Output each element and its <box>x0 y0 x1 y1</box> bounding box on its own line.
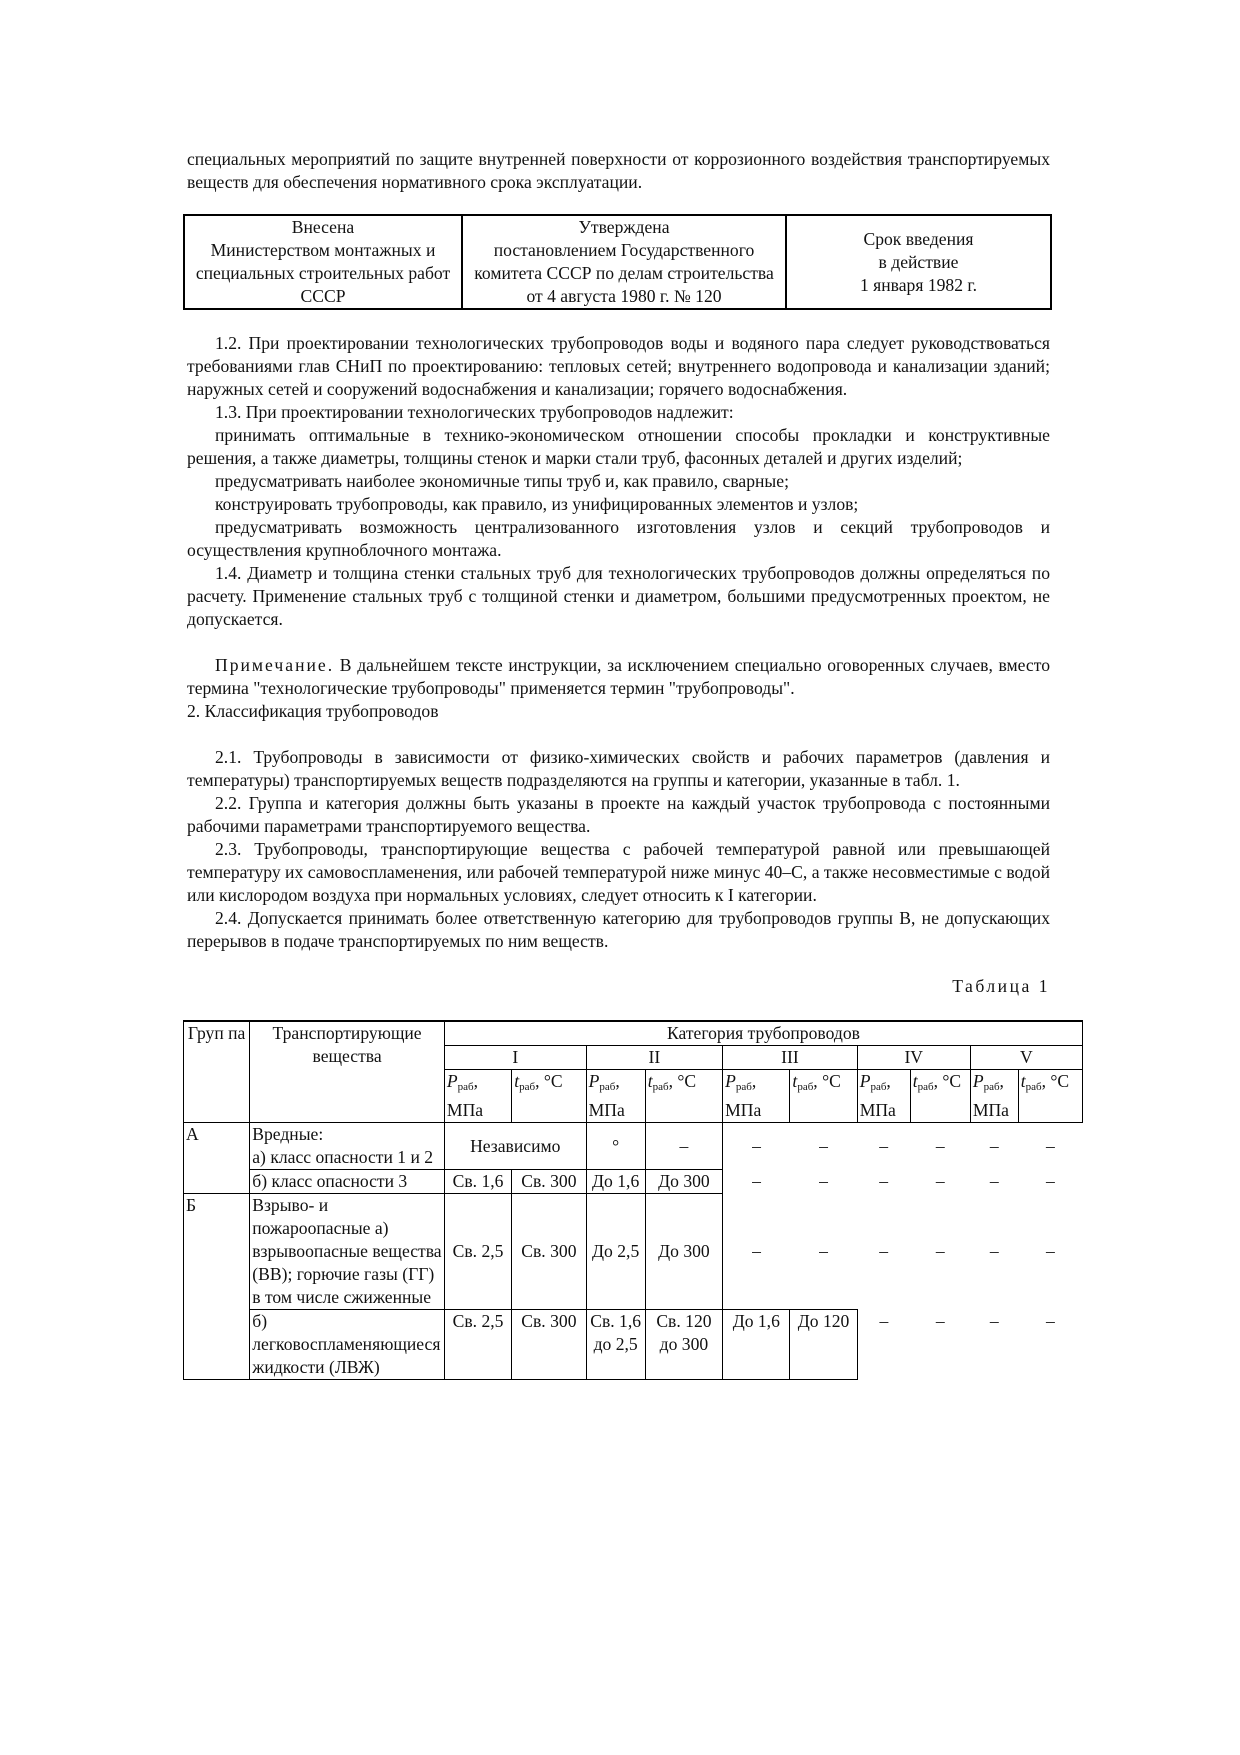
dash-cell: – <box>935 1171 945 1191</box>
dash-cell: – <box>879 1135 889 1156</box>
approval-line: постановлением Государственного <box>493 240 755 260</box>
paragraph-2-2: 2.2. Группа и категория должны быть указаны в проекте на каждый участок трубопровода с постоянными рабочими параметрами транспортируемого вещества. <box>187 793 1050 836</box>
dash-cell: – <box>1045 1171 1055 1191</box>
approval-table <box>183 214 1052 310</box>
dash-cell: – <box>989 1241 999 1261</box>
group-b: Б <box>184 1194 250 1310</box>
approval-line: от 4 августа 1980 г. № 120 <box>526 286 722 306</box>
header-temperature: $t_{раб}$, °С <box>910 1070 970 1123</box>
note-label: Примечание. <box>215 655 335 675</box>
paragraph-2-3: 2.3. Трубопроводы, транспортирующие вещества с рабочей температурой равной или превышающей температуру их самовоспламенения, или рабочей температурой ниже минус 40–С, а также несовместимые с водой или кислородом воздуха при нормальных условиях, следует относить к I категории. <box>187 839 1050 905</box>
header-pressure: $P_{раб}$, МПа <box>970 1070 1018 1123</box>
header-pressure: $P_{раб}$, МПа <box>723 1070 790 1123</box>
approval-line: комитета СССР по делам строительства <box>474 263 774 283</box>
substance-cell <box>250 1123 445 1170</box>
substance-label: Взрыво- и пожароопасные а) взрывоопасные вещества (ВВ); горючие газы (ГГ) в том числе сжиженные <box>250 1194 445 1310</box>
substance-label: а) класс опасности 1 и 2 <box>252 1147 434 1167</box>
dash-cell: – <box>752 1240 761 1261</box>
dash-cell: – <box>935 1241 945 1261</box>
value-cell: До 120 <box>790 1310 857 1380</box>
substance-label: б) класс опасности 3 <box>250 1170 445 1194</box>
paragraph-2-1: 2.1. Трубопроводы в зависимости от физико-химических свойств и рабочих параметров (давления и температуры) транспортируемых веществ подразделяются на группы и категории, указанные в табл. 1. <box>187 747 1050 790</box>
dash-cell: – <box>752 1135 761 1156</box>
value-cell: До 1,6 <box>586 1170 645 1194</box>
header-cat-5: V <box>970 1046 1082 1070</box>
approval-line: 1 января 1982 г. <box>859 274 978 295</box>
dash-cell: – <box>752 1171 761 1191</box>
header-temperature: $t_{раб}$, °С <box>645 1070 722 1123</box>
header-pressure: $P_{раб}$, МПа <box>444 1070 511 1123</box>
dash-cell: – <box>935 1135 945 1156</box>
dash-cell: – <box>879 1171 889 1191</box>
dash-cell: – <box>935 1310 945 1331</box>
approval-line: Срок введения <box>863 228 974 249</box>
dash-cell: – <box>819 1240 828 1261</box>
dash-cell: – <box>1045 1310 1055 1331</box>
header-cat-4: IV <box>857 1046 970 1070</box>
categories-table <box>183 1020 1083 1380</box>
paragraph-1-3-item: принимать оптимальные в технико-экономическом отношении способы прокладки и конструктивные решения, а также диаметры, толщины стенок и марки стали труб, фасонных деталей и других изделий; <box>187 425 1050 468</box>
document-page <box>186 148 1070 1380</box>
approval-line: в действие <box>878 251 959 272</box>
header-cat-1: I <box>444 1046 586 1070</box>
header-temperature: $t_{раб}$, °С <box>790 1070 857 1123</box>
approval-date-cell <box>786 215 1051 309</box>
value-cell: Св. 300 <box>512 1170 586 1194</box>
header-cat-3: III <box>723 1046 858 1070</box>
intro-paragraph: специальных мероприятий по защите внутренней поверхности от коррозионного воздействия транспортируемых веществ для обеспечения нормативного срока эксплуатации. <box>187 149 1050 192</box>
section-heading: 2. Классификация трубопроводов <box>187 701 439 721</box>
dash-cell: – <box>1045 1135 1055 1156</box>
value-cell: Св. 2,5 <box>444 1194 511 1310</box>
header-temperature: $t_{раб}$, °С <box>1018 1070 1082 1123</box>
approval-submitted-cell <box>184 215 462 309</box>
header-category: Категория трубопроводов <box>444 1021 1082 1046</box>
approval-line: специальных строительных работ <box>195 263 451 283</box>
approval-line: СССР <box>300 286 346 306</box>
header-pressure: $P_{раб}$, МПа <box>857 1070 910 1123</box>
dash-cell: – <box>879 1310 889 1331</box>
substance-label: б) легковоспламеняющиеся жидкости (ЛВЖ) <box>250 1310 445 1380</box>
note-text: В дальнейшем тексте инструкции, за исключением специально оговоренных случаев, вместо термина "технологические трубопроводы" применяется термин "трубопроводы". <box>187 655 1050 698</box>
table-caption: Таблица 1 <box>952 976 1050 996</box>
dash-cell: – <box>645 1123 722 1170</box>
substance-heading: Вредные: <box>252 1124 324 1144</box>
value-cell: Независимо <box>444 1123 586 1170</box>
header-temperature: $t_{раб}$, °С <box>512 1070 586 1123</box>
paragraph-2-4: 2.4. Допускается принимать более ответственную категорию для трубопроводов группы В, не допускающих перерывов в подаче транспортируемых по ним веществ. <box>187 908 1050 951</box>
value-cell: Св. 1,6 <box>444 1170 511 1194</box>
paragraph-1-3-item: предусматривать возможность централизованного изготовления узлов и секций трубопроводов и осуществления крупноблочного монтажа. <box>187 517 1050 560</box>
dash-cell: – <box>819 1171 828 1191</box>
dash-cell: – <box>989 1310 999 1331</box>
value-cell: До 1,6 <box>723 1310 790 1380</box>
dash-cell: – <box>1045 1241 1055 1261</box>
header-cat-2: II <box>586 1046 723 1070</box>
value-cell: Св. 1,6 до 2,5 <box>586 1310 645 1380</box>
value-cell: До 300 <box>645 1194 722 1310</box>
group-a: А <box>184 1123 250 1170</box>
group-a-cont <box>184 1170 250 1194</box>
dash-cell: – <box>989 1135 999 1156</box>
value-cell: Св. 2,5 <box>444 1310 511 1380</box>
approval-approved-cell <box>462 215 786 309</box>
header-group: Груп па <box>184 1021 250 1123</box>
value-cell: Св. 120 до 300 <box>645 1310 722 1380</box>
note-paragraph <box>187 654 1050 700</box>
header-substances: Транспортирующие вещества <box>250 1021 445 1123</box>
value-cell: До 2,5 <box>586 1194 645 1310</box>
dash-cell: – <box>819 1135 828 1156</box>
paragraph-1-3: 1.3. При проектировании технологических трубопроводов надлежит: <box>215 402 734 422</box>
approval-line: Утверждена <box>578 217 670 237</box>
header-pressure: $P_{раб}$, МПа <box>586 1070 645 1123</box>
approval-line: Министерством монтажных и <box>210 240 436 260</box>
value-cell: Св. 300 <box>512 1194 586 1310</box>
paragraph-1-4: 1.4. Диаметр и толщина стенки стальных труб для технологических трубопроводов должны определяться по расчету. Применение стальных труб с толщиной стенки и диаметром, большими предусмотренных проектом, не допускается. <box>187 563 1050 629</box>
paragraph-1-3-item: предусматривать наиболее экономичные типы труб и, как правило, сварные; <box>215 471 789 491</box>
value-cell: До 300 <box>645 1170 722 1194</box>
dash-cell: – <box>879 1241 889 1261</box>
approval-line: Внесена <box>291 217 355 237</box>
paragraph-1-3-item: конструировать трубопроводы, как правило, из унифицированных элементов и узлов; <box>215 494 859 514</box>
paragraph-1-2: 1.2. При проектировании технологических трубопроводов воды и водяного пара следует руководствоваться требованиями глав СНиП по проектированию: тепловых сетей; внутреннего водопровода и канализации зданий; наружных сетей и сооружений водоснабжения и канализации; горячего водоснабжения. <box>187 333 1050 399</box>
value-cell: ° <box>586 1123 645 1170</box>
group-b-cont <box>184 1310 250 1380</box>
value-cell: Св. 300 <box>512 1310 586 1380</box>
dash-cell: – <box>989 1171 999 1191</box>
